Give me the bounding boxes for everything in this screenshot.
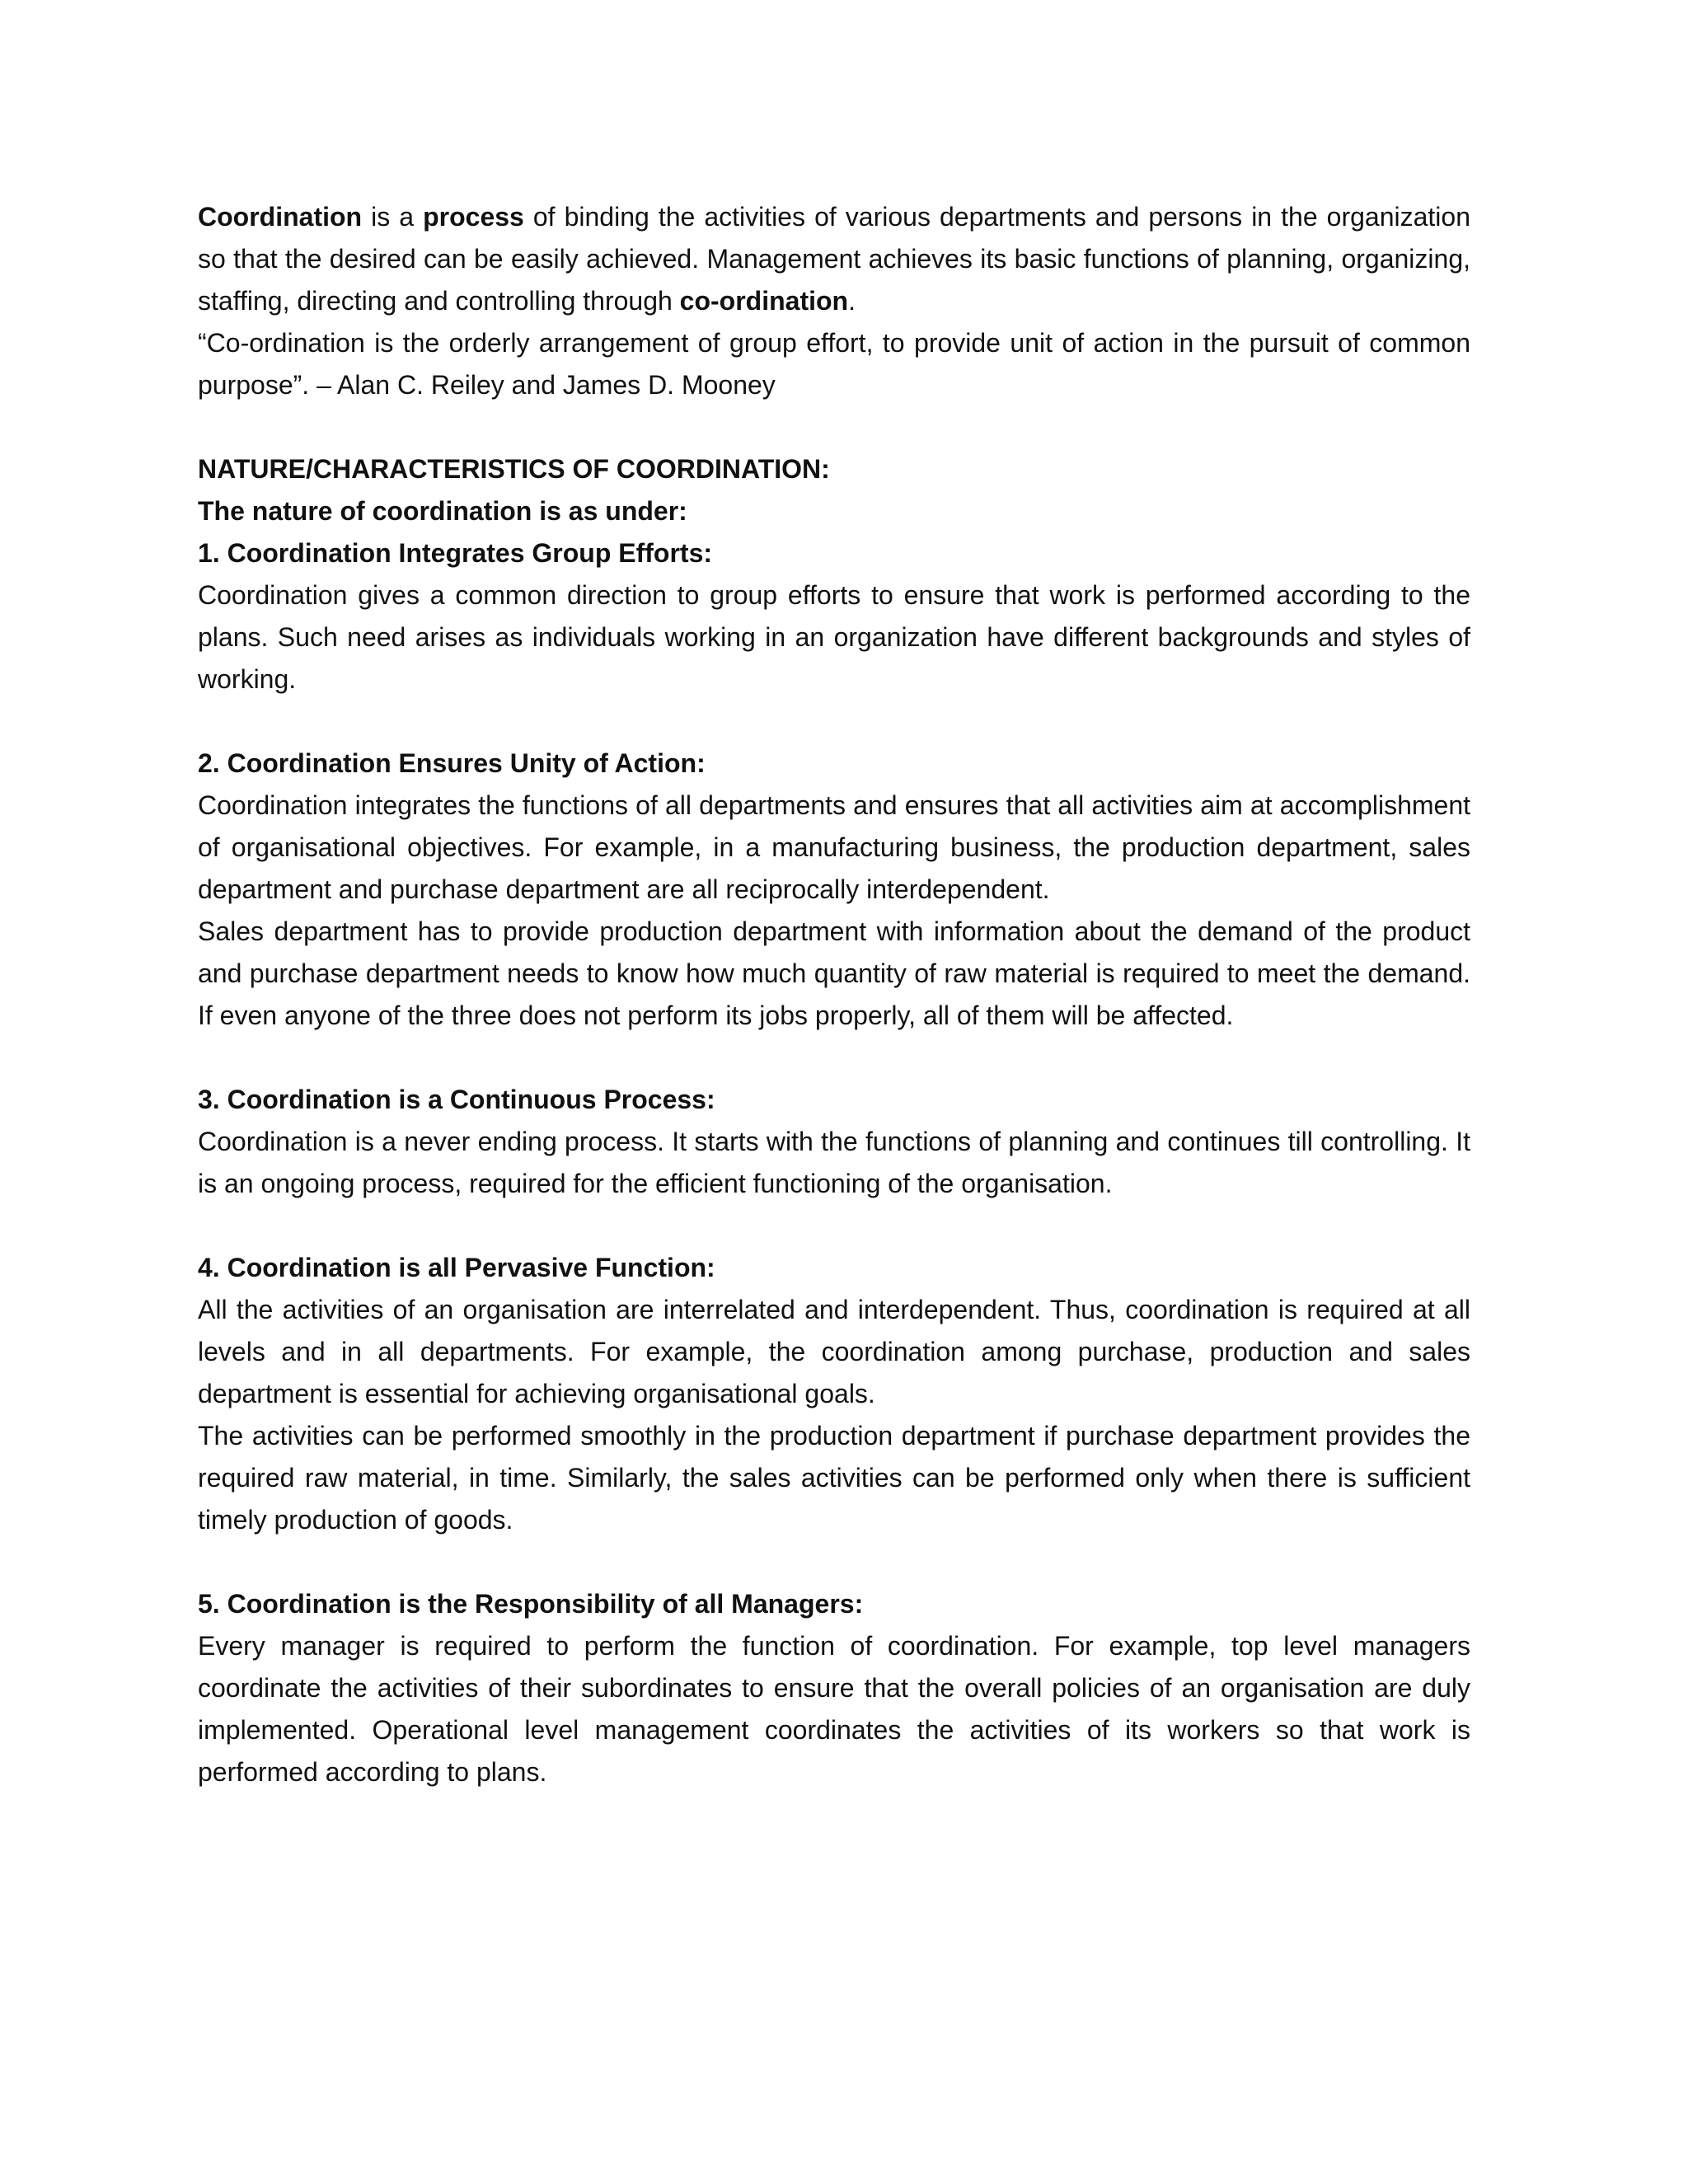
intro-is-a: is a (362, 202, 424, 232)
intro-process-word: process (423, 202, 524, 232)
section-3-paragraph-1: Coordination is a never ending process. It starts with the functions of planning and continues till controlling. It is an ongoing process, required for the efficient functioning of the organisation. (198, 1127, 1470, 1198)
section-2-heading: 2. Coordination Ensures Unity of Action: (198, 748, 706, 778)
spacer (198, 1205, 1470, 1247)
intro-paragraph (198, 196, 1470, 322)
spacer (198, 701, 1470, 743)
document-body (198, 196, 1470, 1793)
intro-sentence: of binding the activities of various departments and persons in the organization so that the desired can be easily achieved. Management achieves its basic functions of planning, organizing, staffing, directing and controlling through (198, 202, 1471, 316)
intro-term: Coordination (198, 202, 363, 232)
section-4-paragraph-1: All the activities of an organisation are interrelated and interdependent. Thus, coordination is required at all levels and in all departments. For example, the coordination among purchase, production and sales department is essential for achieving organisational goals. (198, 1295, 1470, 1408)
spacer (198, 1037, 1470, 1079)
section-4-paragraph-2: The activities can be performed smoothly in the production department if purchase department provides the required raw material, in time. Similarly, the sales activities can be performed only when there is sufficient timely production of goods. (198, 1421, 1470, 1535)
intro-co-ordination-word: co-ordination (679, 286, 849, 316)
intro-period: . (848, 286, 856, 316)
section-5-paragraph-1: Every manager is required to perform the function of coordination. For example, top level managers coordinate the activities of their subordinates to ensure that the overall policies of an organisation are duly implemented. Operational level management coordinates the activities of its workers so that work is performed according to plans. (198, 1631, 1470, 1787)
section-5-heading: 5. Coordination is the Responsibility of all Managers: (198, 1589, 864, 1619)
section-3-heading: 3. Coordination is a Continuous Process: (198, 1085, 715, 1114)
definition-quote: “Co-ordination is the orderly arrangement of group effort, to provide unit of action in the pursuit of common purpose”. – Alan C. Reiley and James D. Mooney (198, 328, 1470, 400)
section-1-heading: 1. Coordination Integrates Group Efforts: (198, 538, 713, 568)
section-4-heading: 4. Coordination is all Pervasive Function: (198, 1253, 715, 1282)
section-2-paragraph-1: Coordination integrates the functions of all departments and ensures that all activities aim at accomplishment of organisational objectives. For example, in a manufacturing business, the production department, sales department and purchase department are all reciprocally interdependent. (198, 790, 1470, 904)
nature-title: NATURE/CHARACTERISTICS OF COORDINATION: (198, 454, 830, 484)
nature-subtitle: The nature of coordination is as under: (198, 496, 687, 526)
spacer (198, 406, 1470, 448)
section-1-paragraph-1: Coordination gives a common direction to group efforts to ensure that work is performed according to the plans. Such need arises as individuals working in an organization have different backgrounds and styles of working. (198, 580, 1470, 694)
section-2-paragraph-2: Sales department has to provide production department with information about the demand of the product and purchase department needs to know how much quantity of raw material is required to meet the demand. If even anyone of the three does not perform its jobs properly, all of them will be affected. (198, 916, 1470, 1030)
spacer (198, 1541, 1470, 1583)
